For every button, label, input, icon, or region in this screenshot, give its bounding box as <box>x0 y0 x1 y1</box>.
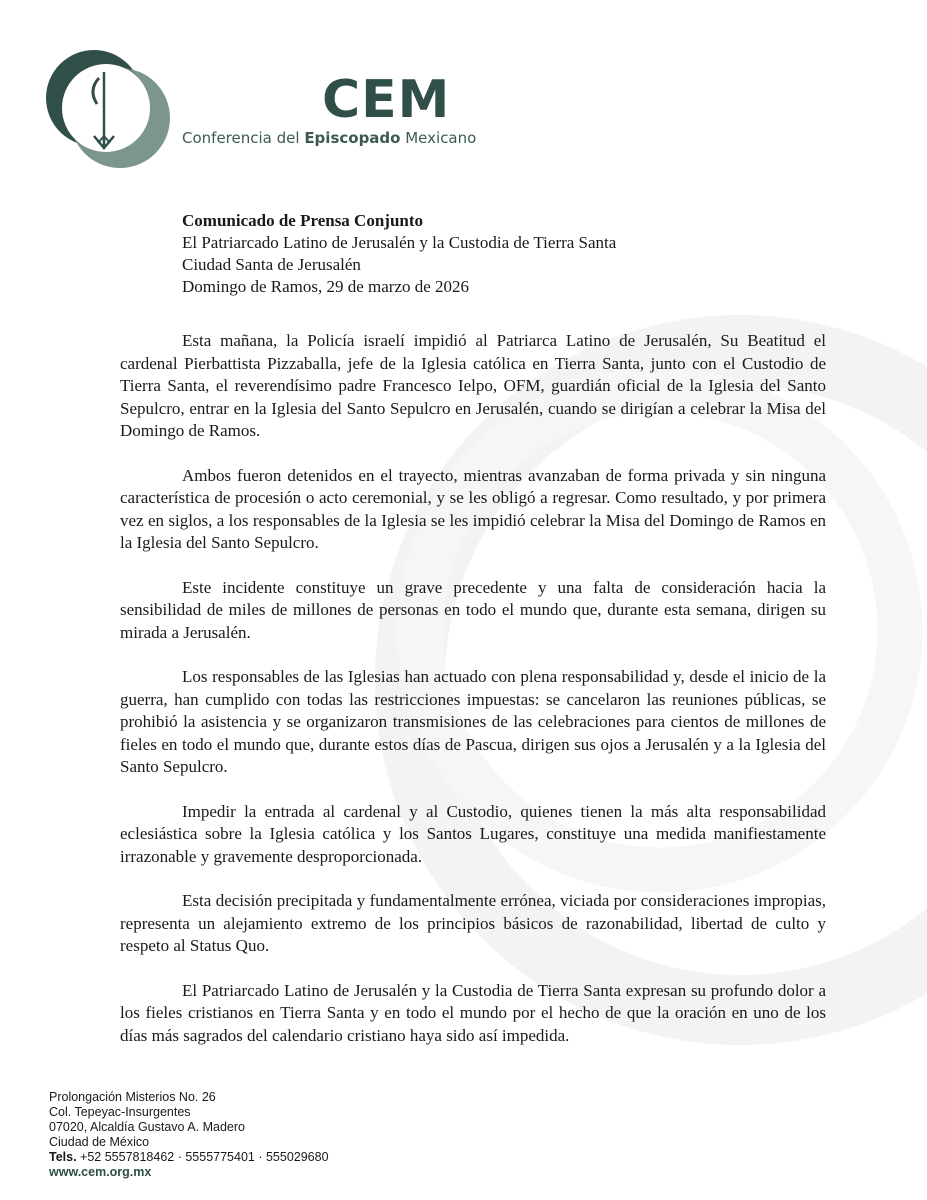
press-release-body <box>120 330 826 1069</box>
footer-phones <box>49 1150 329 1165</box>
footer-city: Ciudad de México <box>49 1135 150 1149</box>
footer-address-colony: Col. Tepeyac-Insurgentes <box>49 1105 191 1119</box>
body-paragraph: Este incidente constituye un grave precedente y una falta de consideración hacia la sensibilidad de miles de millones de personas en todo el mundo que, durante esta semana, dirigen su mirada a Jerusalén. <box>120 577 826 642</box>
footer-website-link[interactable]: www.cem.org.mx <box>49 1165 152 1179</box>
brand-subtitle-bold: Episcopado <box>304 129 401 147</box>
brand-name: CEM <box>322 70 451 130</box>
body-paragraph: Ambos fueron detenidos en el trayecto, mientras avanzaban de forma privada y sin ninguna característica de procesión o acto ceremonial, y se les obligó a regresar. Como resultado, y por primera vez en siglos, a los responsables de la Iglesia se les impidió celebrar la Misa del Domingo de Ramos en la Iglesia del Santo Sepulcro. <box>120 465 826 552</box>
footer-phones-numbers: +52 5557818462 · 5555775401 · 555029680 <box>76 1150 329 1164</box>
body-paragraph: El Patriarcado Latino de Jerusalén y la Custodia de Tierra Santa expresan su profundo dolor a los fieles cristianos en Tierra Santa y en todo el mundo por el hecho de que la oración en uno de los días más sagrados del calendario cristiano haya sido así impedida. <box>120 980 826 1045</box>
brand-subtitle <box>182 129 476 147</box>
footer-address-street: Prolongación Misterios No. 26 <box>49 1090 216 1104</box>
body-paragraph: Esta mañana, la Policía israelí impidió al Patriarca Latino de Jerusalén, Su Beatitud el cardenal Pierbattista Pizzaballa, jefe de la Iglesia católica en Tierra Santa, junto con el Custodio de Tierra Santa, el reverendísimo padre Francesco Ielpo, OFM, guardián oficial de la Iglesia del Santo Sepulcro, entrar en la Iglesia del Santo Sepulcro en Jerusalén, cuando se dirigían a celebrar la Misa del Domingo de Ramos. <box>120 331 826 440</box>
press-release-header <box>182 210 802 298</box>
footer-address-postal: 07020, Alcaldía Gustavo A. Madero <box>49 1120 245 1134</box>
header-line-issuers: El Patriarcado Latino de Jerusalén y la Custodia de Tierra Santa <box>182 233 617 252</box>
brand-subtitle-post: Mexicano <box>400 129 477 147</box>
body-paragraph: Esta decisión precipitada y fundamentalmente errónea, viciada por consideraciones impropias, representa un alejamiento extremo de los principios básicos de razonabilidad, libertad de culto y respeto al Status Quo. <box>120 891 826 955</box>
body-paragraph: Impedir la entrada al cardenal y al Custodio, quienes tienen la más alta responsabilidad eclesiástica sobre la Iglesia católica y los Santos Lugares, constituye una medida manifiestamente irrazonable y gravemente desproporcionada. <box>120 801 826 866</box>
footer-contact <box>49 1090 329 1180</box>
header-line-date: Domingo de Ramos, 29 de marzo de 2026 <box>182 277 470 296</box>
press-release-title: Comunicado de Prensa Conjunto <box>182 211 424 230</box>
cem-logo-icon <box>44 46 174 176</box>
body-paragraph: Los responsables de las Iglesias han actuado con plena responsabilidad y, desde el inicio de la guerra, han cumplido con todas las restricciones impuestas: se cancelaron las reuniones públicas, se prohibió la asistencia y se organizaron transmisiones de las celebraciones para cientos de millones de fieles en todo el mundo que, durante estos días de Pascua, dirigen sus ojos a Jerusalén y a la Iglesia del Santo Sepulcro. <box>120 667 826 776</box>
brand-subtitle-pre: Conferencia del <box>182 129 305 147</box>
footer-phones-label: Tels. <box>49 1150 77 1164</box>
header-line-place: Ciudad Santa de Jerusalén <box>182 255 361 274</box>
